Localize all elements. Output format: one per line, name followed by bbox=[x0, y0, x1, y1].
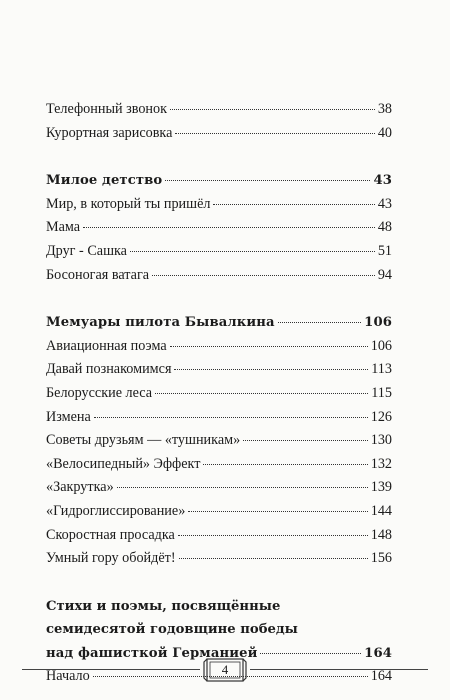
toc-entry-page: 113 bbox=[371, 361, 392, 378]
toc-entry-page: 115 bbox=[371, 384, 392, 401]
dot-leader bbox=[179, 558, 368, 559]
toc-entry-page: 126 bbox=[370, 408, 392, 425]
dot-leader bbox=[243, 440, 368, 441]
toc-entry[interactable] bbox=[46, 240, 392, 264]
dot-leader bbox=[213, 204, 374, 205]
toc-entry-page: 48 bbox=[377, 219, 392, 236]
toc-entry-page: 43 bbox=[377, 195, 392, 212]
toc-section-title-line: семидесятой годовщине победы bbox=[46, 622, 298, 638]
dot-leader bbox=[174, 369, 368, 370]
toc-entry-title: «Закрутка» bbox=[46, 479, 114, 496]
dot-leader bbox=[117, 487, 368, 488]
dot-leader bbox=[83, 227, 375, 228]
dot-leader bbox=[170, 109, 375, 110]
toc-entry-title: Советы друзьям — «тушникам» bbox=[46, 432, 241, 449]
toc-entry-page: 51 bbox=[377, 242, 392, 259]
dot-leader bbox=[165, 180, 370, 181]
toc-entry-title: Мама bbox=[46, 219, 81, 236]
toc-entry[interactable] bbox=[46, 98, 392, 122]
toc-entry-title: Давай познакомимся bbox=[46, 361, 172, 378]
toc-entry-page: 144 bbox=[370, 502, 392, 519]
toc-entry[interactable] bbox=[46, 429, 392, 453]
toc-entry-page: 164 bbox=[370, 668, 392, 685]
footer-rule-left bbox=[22, 669, 200, 670]
toc-entry[interactable] bbox=[46, 122, 392, 146]
toc-entry-title: «Гидроглиссирование» bbox=[46, 502, 186, 519]
toc-entry[interactable] bbox=[46, 358, 392, 382]
toc-entry[interactable] bbox=[46, 216, 392, 240]
toc-entry-page: 106 bbox=[370, 337, 392, 354]
toc-entry-page: 38 bbox=[377, 101, 392, 117]
toc-entry-title: Измена bbox=[46, 408, 91, 425]
dot-leader bbox=[152, 275, 375, 276]
toc-entry-title: Курортная зарисовка bbox=[46, 124, 173, 141]
toc-entry-page: 94 bbox=[377, 266, 392, 283]
toc-section-page: 106 bbox=[364, 315, 392, 331]
toc-entry[interactable] bbox=[46, 524, 392, 548]
toc-entry[interactable] bbox=[46, 476, 392, 500]
toc-section-heading[interactable] bbox=[46, 169, 392, 193]
toc-entry-title: Умный гору обойдёт! bbox=[46, 550, 176, 567]
toc-section-heading[interactable] bbox=[46, 311, 392, 335]
toc-section-title: Милое детство bbox=[46, 173, 163, 189]
toc-entry[interactable] bbox=[46, 453, 392, 477]
toc-entry-page: 132 bbox=[370, 455, 392, 472]
toc-entry-title: Начало bbox=[46, 668, 90, 685]
dot-leader bbox=[94, 417, 368, 418]
toc-entry[interactable] bbox=[46, 500, 392, 524]
dot-leader bbox=[175, 133, 374, 134]
toc-entry-page: 156 bbox=[370, 550, 392, 567]
dot-leader bbox=[178, 535, 368, 536]
dot-leader bbox=[278, 322, 361, 323]
dot-leader bbox=[155, 393, 368, 394]
toc-section-page: 43 bbox=[373, 173, 392, 189]
toc-section-title-line: над фашисткой Германией bbox=[46, 645, 258, 661]
table-of-contents bbox=[46, 98, 392, 689]
toc-entry-title: Авиационная поэма bbox=[46, 337, 167, 354]
toc-entry-title: Друг - Сашка bbox=[46, 242, 127, 259]
toc-entry-page: 130 bbox=[370, 432, 392, 449]
toc-section-page: 164 bbox=[364, 645, 392, 661]
footer-rule-right bbox=[250, 669, 428, 670]
toc-entry[interactable] bbox=[46, 382, 392, 406]
toc-entry-page: 40 bbox=[377, 124, 392, 141]
toc-entry-title: Скоростная просадка bbox=[46, 526, 175, 543]
toc-entry-page: 148 bbox=[370, 526, 392, 543]
toc-entry[interactable] bbox=[46, 264, 392, 288]
dot-leader bbox=[188, 511, 367, 512]
dot-leader bbox=[170, 346, 368, 347]
toc-entry[interactable] bbox=[46, 406, 392, 430]
toc-section-title: Мемуары пилота Бывалкина bbox=[46, 315, 275, 331]
toc-entry[interactable] bbox=[46, 335, 392, 359]
toc-entry-title: Босоногая ватага bbox=[46, 266, 150, 283]
page-footer bbox=[0, 655, 450, 685]
page-number: 4 bbox=[221, 662, 229, 677]
toc-entry-title: «Велосипедный» Эффект bbox=[46, 455, 201, 472]
toc-entry[interactable] bbox=[46, 193, 392, 217]
toc-entry-title: Мир, в который ты пришёл bbox=[46, 195, 211, 212]
toc-entry-title: Телефонный звонок bbox=[46, 101, 167, 117]
dot-leader bbox=[203, 464, 367, 465]
dot-leader bbox=[130, 251, 375, 252]
toc-section-title-line: Стихи и поэмы, посвящённые bbox=[46, 598, 281, 614]
toc-entry-title: Белорусские леса bbox=[46, 384, 153, 401]
toc-entry[interactable] bbox=[46, 547, 392, 571]
dot-leader bbox=[260, 653, 361, 654]
toc-entry-page: 139 bbox=[370, 479, 392, 496]
